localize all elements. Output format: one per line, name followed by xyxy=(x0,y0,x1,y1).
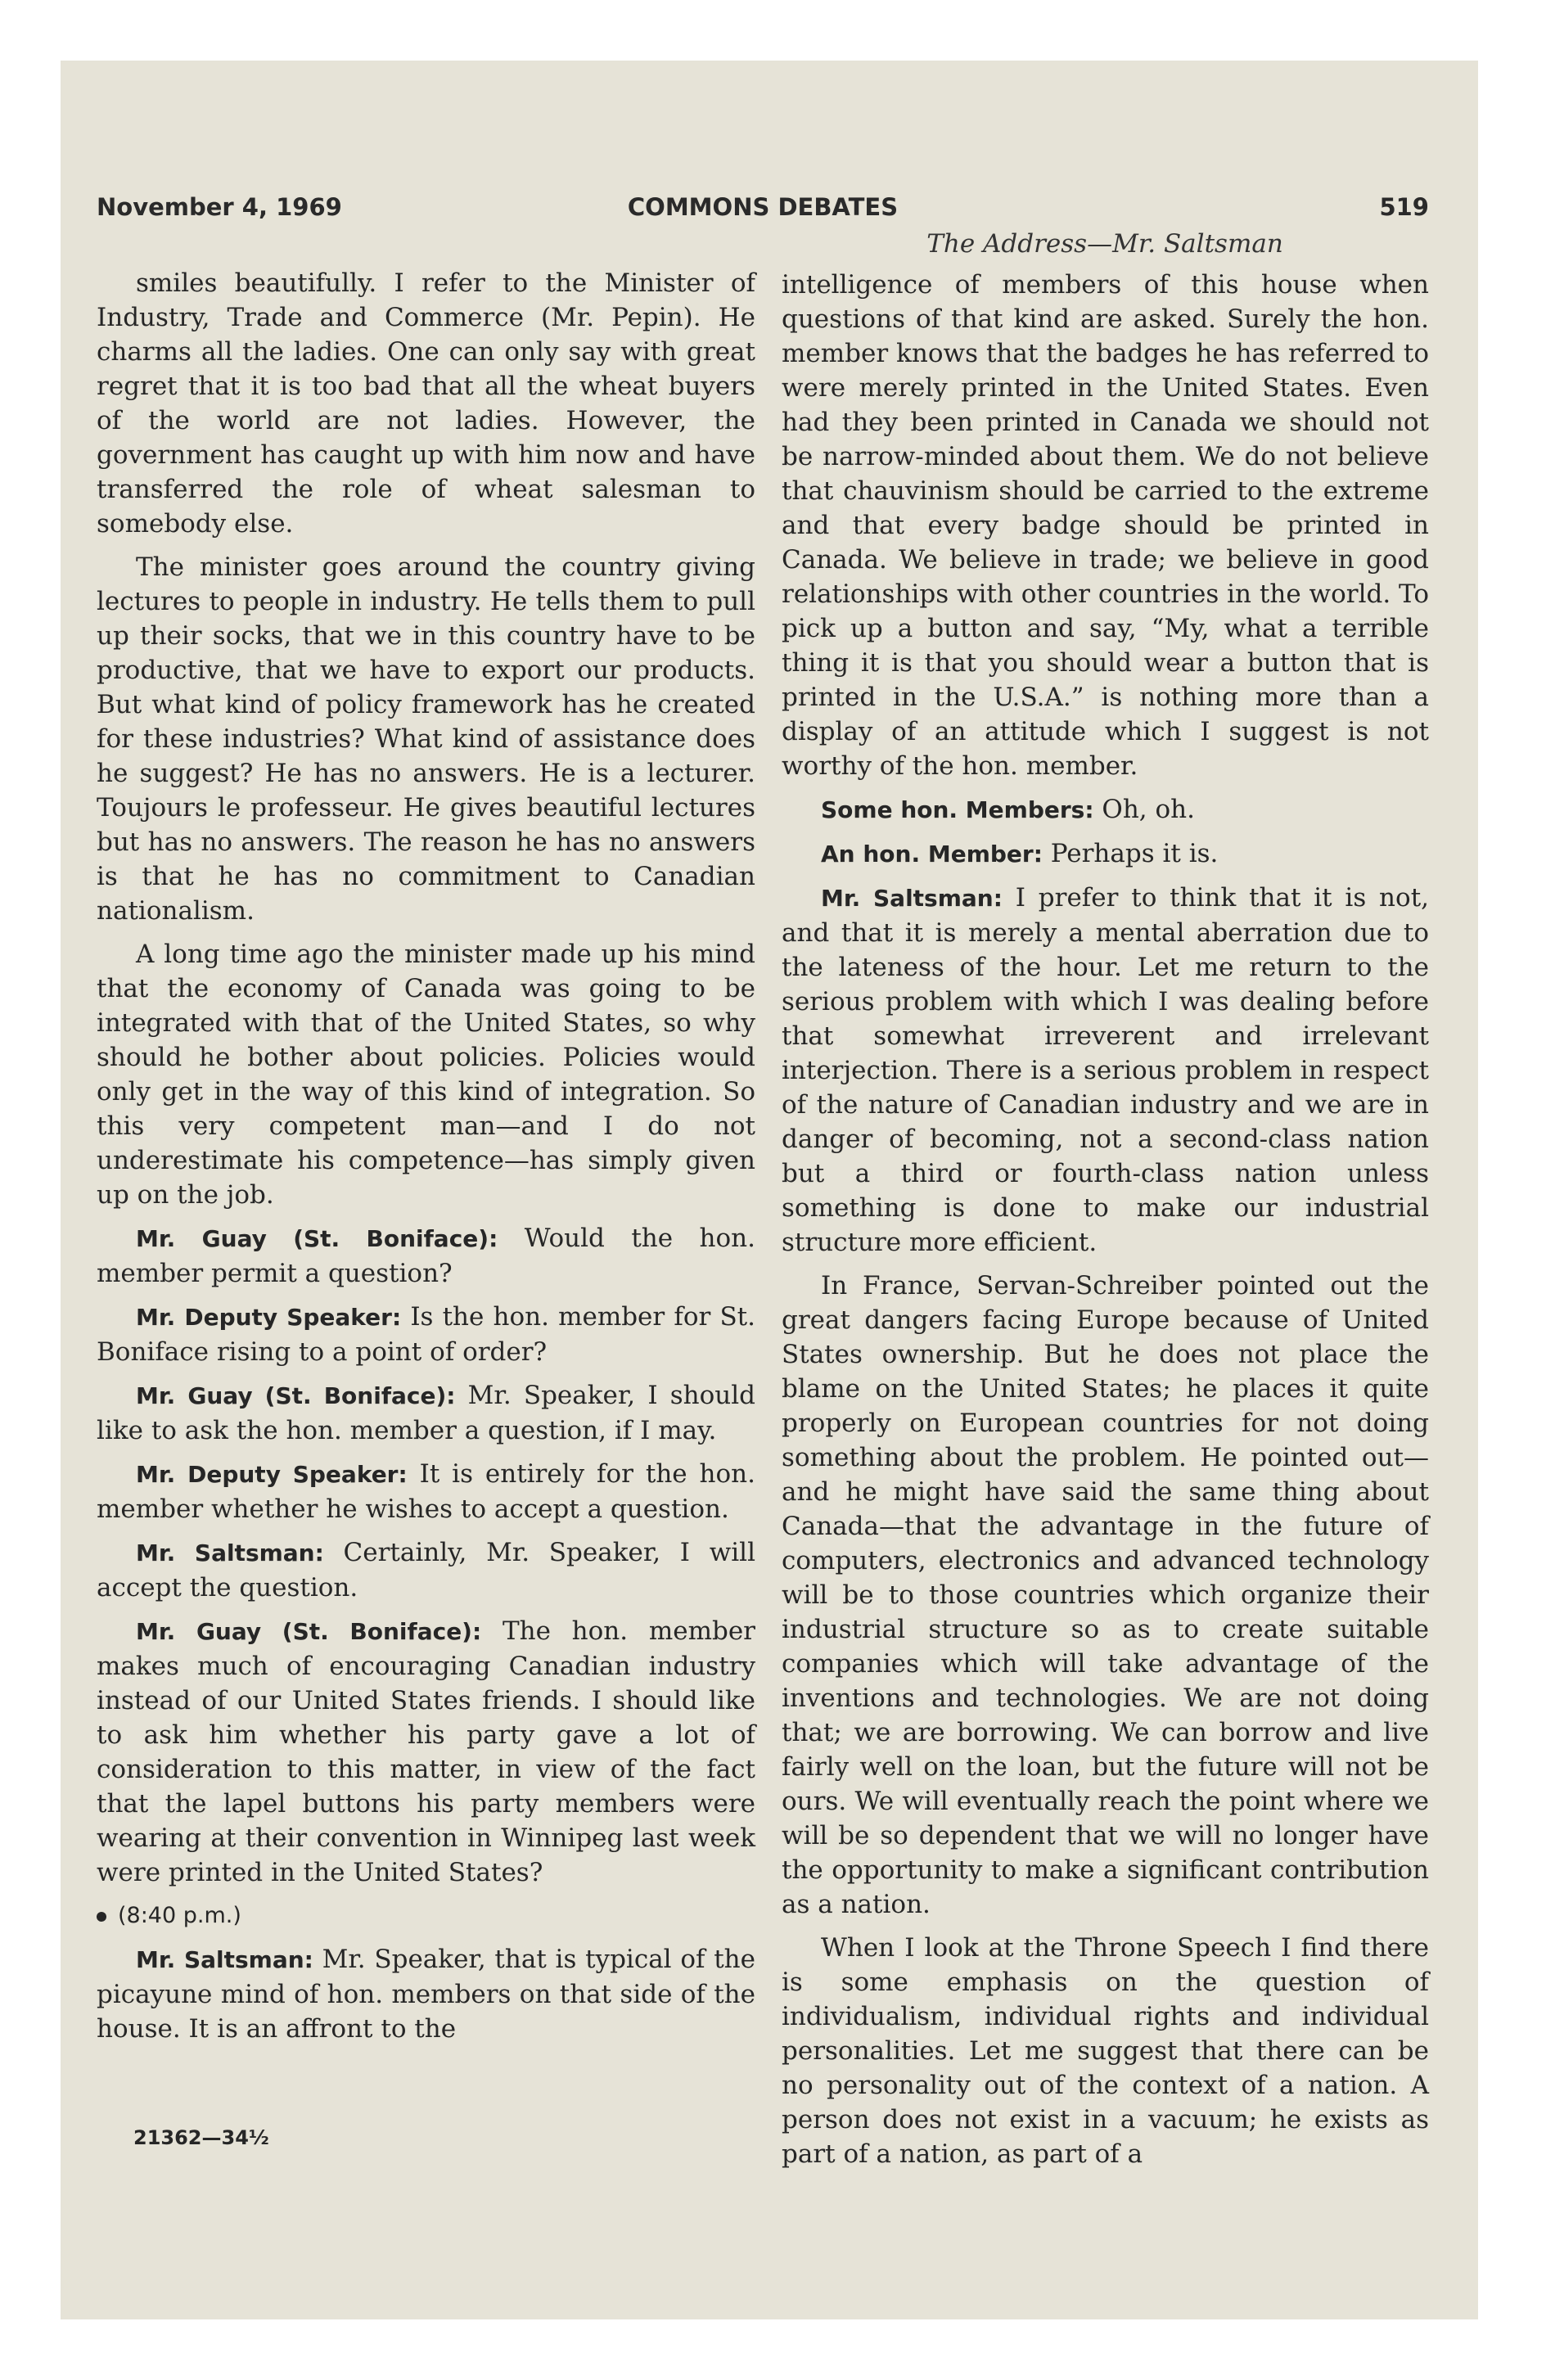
speaker-name: Mr. Saltsman: xyxy=(136,1539,324,1566)
speaker-name: Some hon. Members: xyxy=(821,796,1094,823)
paragraph: The minister goes around the country giving lectures to people in industry. He tells them to pull up their socks, that we in this country have to be productive, that we have to export our products. But what kind of policy framework has he created for these industries? What kind of assistance does he suggest? He has no answers. He is a lecturer. Toujours le professeur. He gives beautiful lectures but has no answers. The reason he has no answers is that he has no commitment to Canadian nationalism. xyxy=(97,552,755,926)
right-column xyxy=(782,268,1429,2180)
speaker-name: Mr. Guay (St. Boniface): xyxy=(136,1618,482,1645)
bullet-icon xyxy=(97,1912,106,1922)
time-marker: (8:40 p.m.) xyxy=(97,1899,755,1933)
speaker-name: Mr. Guay (St. Boniface): xyxy=(136,1382,456,1409)
speaker-name: Mr. Saltsman: xyxy=(821,885,1003,912)
speaker-name: Mr. Guay (St. Boniface): xyxy=(136,1225,498,1252)
speech: Mr. Saltsman: I prefer to think that it is not, and that it is merely a mental aberration due to the lateness of the hour. Let me return to the serious problem with which I was dealing before that somewhat irreverent and irrelevant interjection. There is a serious problem in respect of the nature of Canadian industry and we are in danger of becoming, not a second-class nation but a third or fourth-class nation unless something is done to make our industrial structure more efficient. xyxy=(782,883,1429,1257)
running-head: The Address—Mr. Saltsman xyxy=(926,229,1283,259)
speech: Mr. Saltsman: Certainly, Mr. Speaker, I will accept the question. xyxy=(97,1538,756,1602)
left-column xyxy=(97,266,755,2055)
page-header xyxy=(97,193,1429,229)
paragraph: smiles beautifully. I refer to the Minister of Industry, Trade and Commerce (Mr. Pepin). He charms all the ladies. One can only say with great regret that it is too bad that all the wheat buyers of the world are not ladies. However, the government has caught up with him now and have transferred the role of wheat salesman to somebody else. xyxy=(97,268,755,539)
speech: Some hon. Members: Oh, oh. xyxy=(821,795,1195,824)
speech: Mr. Guay (St. Boniface): Would the hon. member permit a question? xyxy=(97,1224,756,1288)
paragraph: intelligence of members of this house when questions of that kind are asked. Surely the hon. member knows that the badges he has referred to were merely printed in the United States. Even had they been printed in Canada we should not be narrow-minded about them. We do not believe that chauvinism should be carried to the extreme and that every badge should be printed in Canada. We believe in trade; we believe in good relationships with other countries in the world. To pick up a button and say, “My, what a terrible thing it is that you should wear a button that is printed in the U.S.A.” is nothing more than a display of an attitude which I suggest is not worthy of the hon. member. xyxy=(782,270,1429,781)
speaker-name: Mr. Deputy Speaker: xyxy=(136,1304,402,1331)
speech: Mr. Guay (St. Boniface): The hon. member makes much of encouraging Canadian industry instead of our United States friends. I should like to ask him whether his party gave a lot of consideration to this matter, in view of the fact that the lapel buttons his party members were wearing at their convention in Winnipeg last week were printed in the United States? xyxy=(97,1616,756,1887)
speech: Mr. Saltsman: Mr. Speaker, that is typical of the picayune mind of hon. members on that side of the house. It is an affront to the xyxy=(97,1945,755,2044)
paragraph: In France, Servan-Schreiber pointed out the great dangers facing Europe because of United States ownership. But he does not place the blame on the United States; he places it quite properly on European countries for not doing something about the problem. He pointed out—and he might have said the same thing about Canada—that the advantage in the future of computers, electronics and advanced technology will be to those countries which organize their industrial structure so as to create suitable companies which will take advantage of the inventions and technologies. We are not doing that; we are borrowing. We can borrow and live fairly well on the loan, but the future will not be ours. We will eventually reach the point where we will be so dependent that we will no longer have the opportunity to make a significant contribution as a nation. xyxy=(782,1271,1429,1919)
printer-signature: 21362—34½ xyxy=(133,2126,269,2149)
header-page-number: 519 xyxy=(1379,193,1429,221)
speech: Mr. Deputy Speaker: Is the hon. member for St. Boniface rising to a point of order? xyxy=(97,1302,755,1367)
speech: Mr. Guay (St. Boniface): Mr. Speaker, I should like to ask the hon. member a question, if I may. xyxy=(97,1381,756,1445)
speech: An hon. Member: Perhaps it is. xyxy=(821,839,1219,868)
speaker-name: An hon. Member: xyxy=(821,841,1043,868)
speaker-name: Mr. Deputy Speaker: xyxy=(136,1461,408,1488)
header-publication: COMMONS DEBATES xyxy=(627,193,899,221)
paragraph: A long time ago the minister made up his mind that the economy of Canada was going to be integrated with that of the United States, so why should he bother about policies. Policies would only get in the way of this kind of integration. So this very competent man—and I do not underestimate his competence—has simply given up on the job. xyxy=(97,940,755,1210)
header-date: November 4, 1969 xyxy=(97,193,342,221)
speech: Mr. Deputy Speaker: It is entirely for the hon. member whether he wishes to accept a question. xyxy=(97,1459,755,1524)
speaker-name: Mr. Saltsman: xyxy=(136,1946,313,1973)
paragraph: When I look at the Throne Speech I find there is some emphasis on the question of individualism, individual rights and individual personalities. Let me suggest that there can be no personality out of the context of a nation. A person does not exist in a vacuum; he exists as part of a nation, as part of a xyxy=(782,1933,1429,2169)
